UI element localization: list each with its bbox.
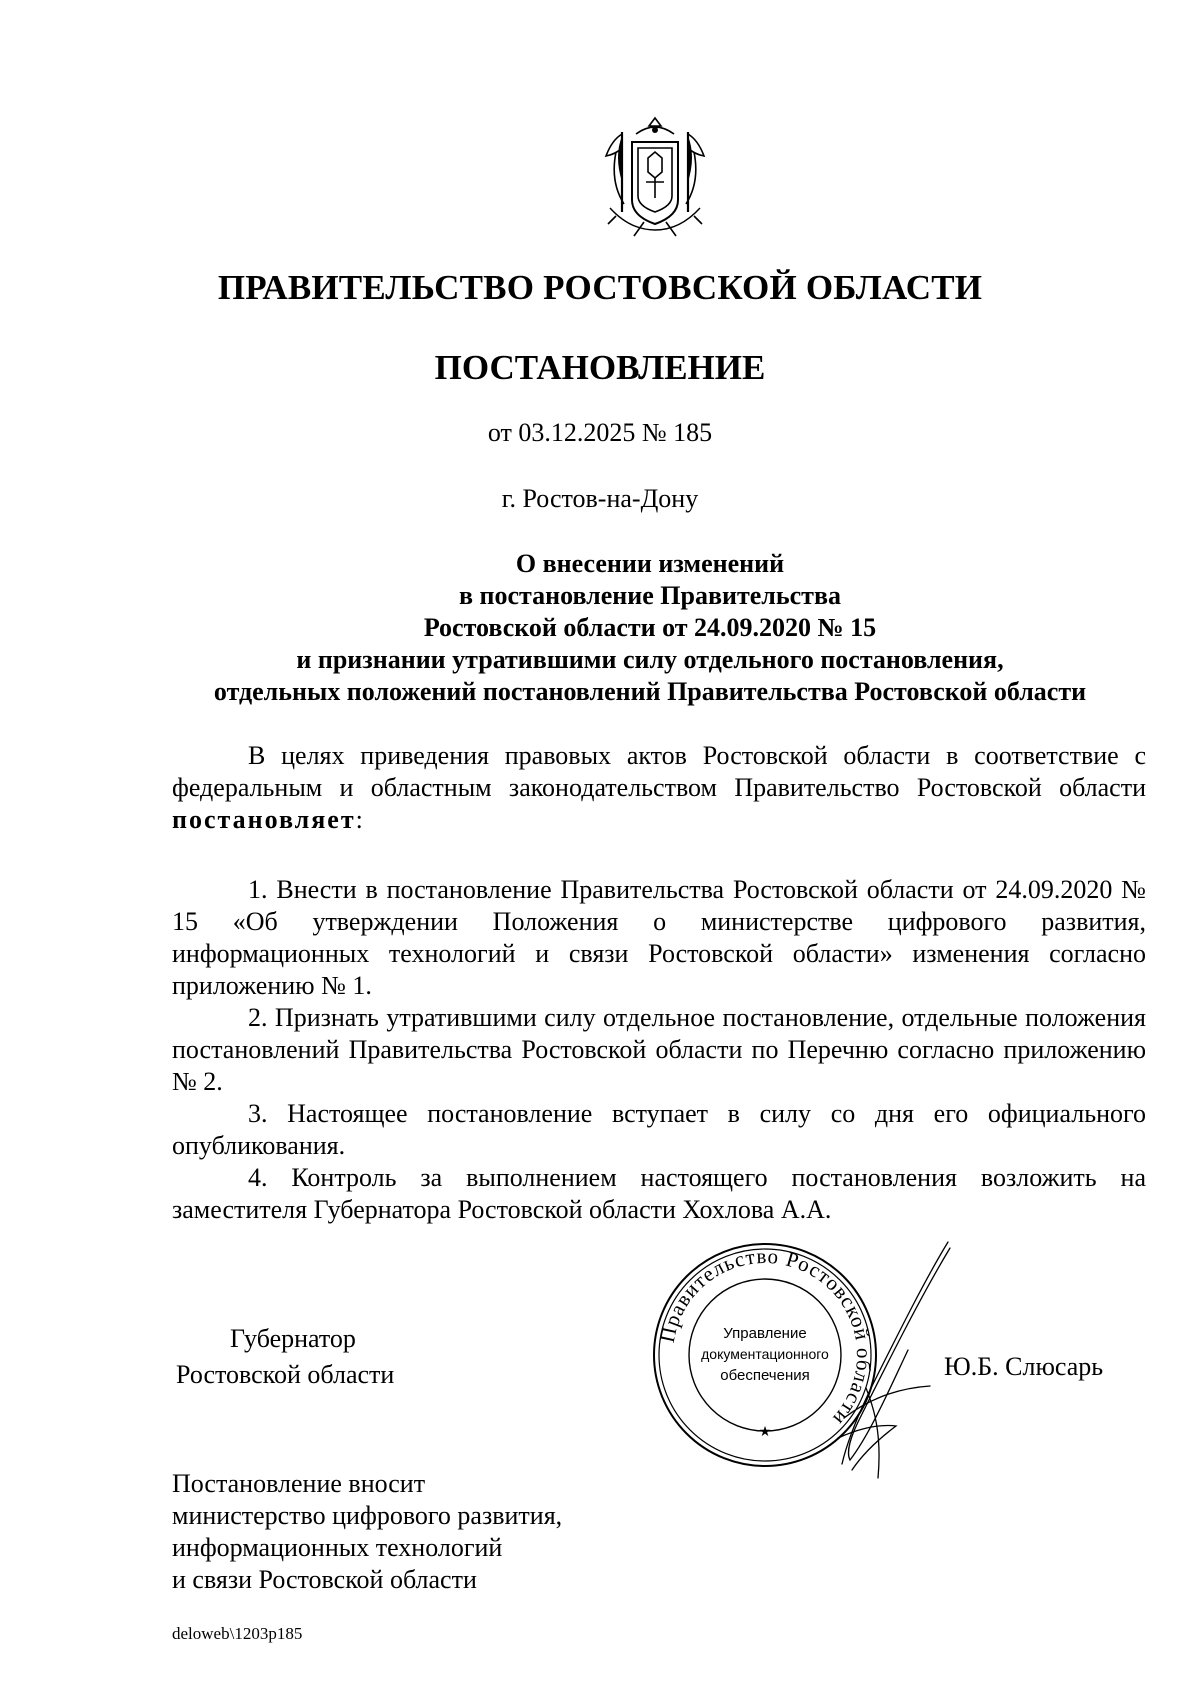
stamp-ring-text: Правительство Ростовской области (654, 1243, 877, 1431)
footer-line: министерство цифрового развития, (172, 1501, 563, 1530)
resolution-item: 3. Настоящее постановление вступает в силу со дня его официального опубликования. (172, 1099, 1146, 1160)
subject-line: и признании утратившими силу отдельного постановления, (296, 645, 1004, 674)
preamble-text: В целях приведения правовых актов Ростовской области в соответствие с федеральным и областным законодательством Правительство Ростовской области (172, 741, 1146, 802)
resolution-item: 4. Контроль за выполнением настоящего постановления возложить на заместителя Губернатора Ростовской области Хохлова А.А. (172, 1163, 1146, 1224)
document-id: deloweb\1203p185 (172, 1624, 303, 1643)
subject-line: О внесении изменений (515, 549, 785, 578)
government-title: ПРАВИТЕЛЬСТВО РОСТОВСКОЙ ОБЛАСТИ (217, 268, 983, 307)
star-icon: ★ (758, 1424, 772, 1440)
preamble (172, 740, 1146, 836)
footer-line: и связи Ростовской области (172, 1565, 477, 1594)
preamble-suffix: : (355, 805, 363, 834)
document-city: г. Ростов-на-Дону (501, 484, 699, 513)
subject-line: отдельных положений постановлений Правительства Ростовской области (213, 677, 1087, 706)
coat-of-arms-icon (596, 112, 714, 240)
resolution-items (172, 874, 1146, 1226)
resolution-item: 2. Признать утратившими силу отдельное постановление, отдельные положения постановлений Правительства Ростовской области по Перечню согласно приложению № 2. (172, 1003, 1146, 1096)
signatory-name: Ю.Б. Слюсарь (944, 1352, 1104, 1381)
preamble-paragraph (172, 740, 1146, 836)
stamp-center-line: обеспечения (720, 1367, 810, 1384)
position-line: Ростовской области (176, 1360, 395, 1389)
document-type: ПОСТАНОВЛЕНИЕ (434, 348, 766, 387)
subject-line: Ростовской области от 24.09.2020 № 15 (423, 613, 877, 642)
footer-line: Постановление вносит (172, 1469, 426, 1498)
stamp-center-line: документационного (701, 1346, 829, 1362)
signatory-position (176, 1321, 394, 1393)
document-subject (100, 548, 1200, 708)
stamp-center-line: Управление (723, 1325, 807, 1342)
document-date-number: от 03.12.2025 № 185 (487, 418, 713, 447)
preamble-emphasis: постановляет (172, 805, 356, 834)
submitted-by (172, 1468, 562, 1596)
footer-line: информационных технологий (172, 1533, 503, 1562)
position-line: Губернатор (230, 1324, 356, 1353)
subject-line: в постановление Правительства (458, 581, 841, 610)
resolution-item: 1. Внести в постановление Правительства Ростовской области от 24.09.2020 № 15 «Об утверждении Положения о министерстве цифрового развития, информационных технологий и связи Ростовской области» изменения согласно приложению № 1. (172, 875, 1146, 1000)
handwritten-signature (830, 1238, 960, 1488)
